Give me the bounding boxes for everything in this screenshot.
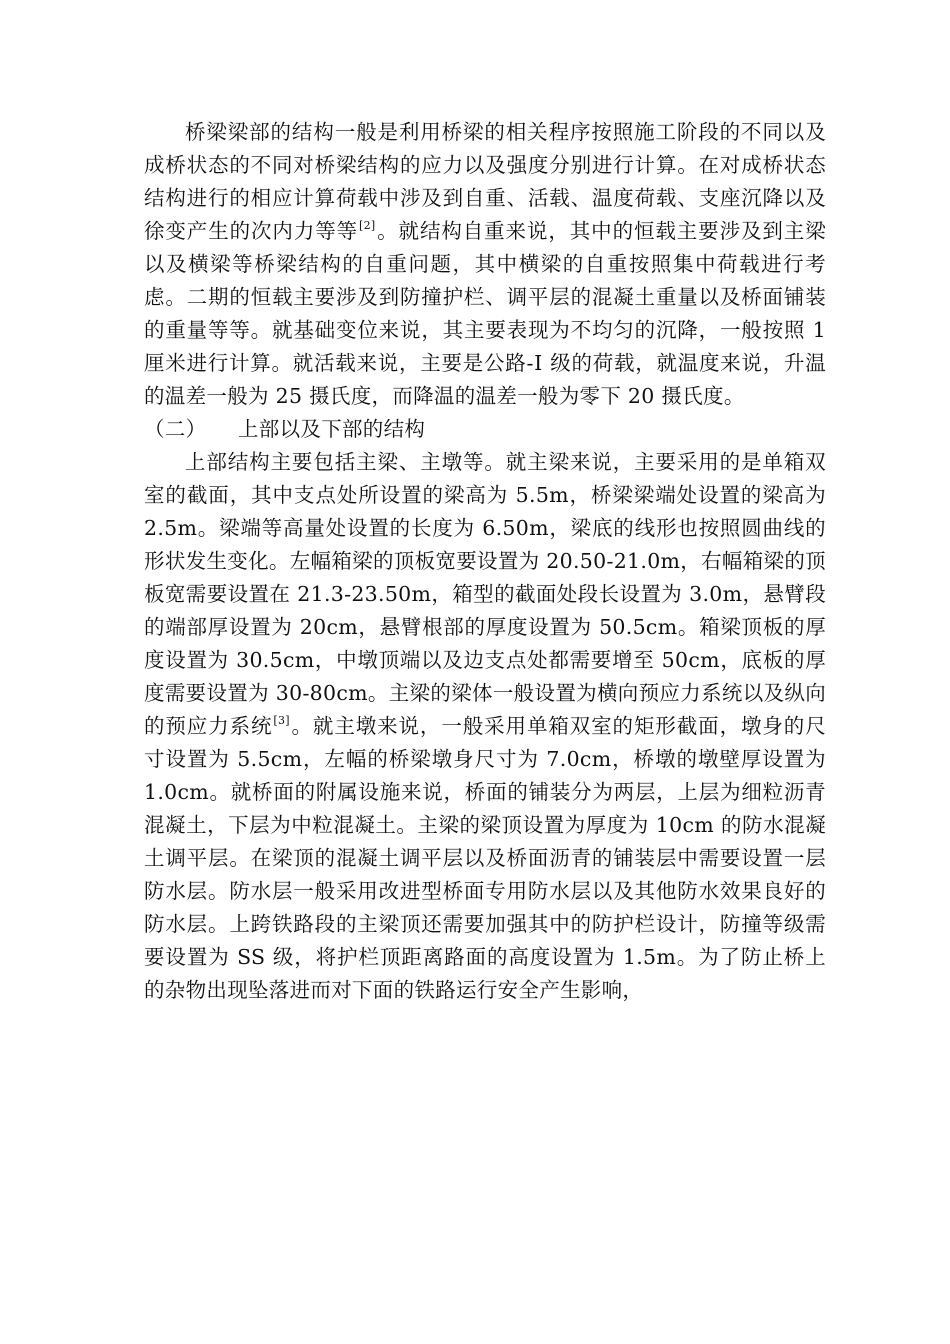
citation-marker: [2] xyxy=(359,219,376,232)
section-number: （二） xyxy=(144,417,207,441)
paragraph-text: 上部结构主要包括主梁、主墩等。就主梁来说，主要采用的是单箱双室的截面，其中支点处所设置的梁高为 5.5m，桥梁梁端处设置的梁高为 2.5m。梁端等高量处设置的长度为 6.50m，梁底的线形也按照圆曲线的形状发生变化。左幅箱梁的顶板宽要设置为 20.50-21.0m，右幅箱梁的顶板宽需要设置在 21.3-23.50m，箱型的截面处段长设置为 3.0m，悬臂段的端部厚设置为 20cm，悬臂根部的厚度设置为 50.5cm。箱梁顶板的厚度设置为 30.5cm，中墩顶端以及边支点处都需要增至 50cm，底板的厚度需要设置为 30-80cm。主梁的梁体一般设置为横向预应力系统以及纵向的预应力系统 xyxy=(144,450,826,738)
paragraph-text: 。就主墩来说，一般采用单箱双室的矩形截面，墩身的尺寸设置为 5.5cm，左幅的桥梁墩身尺寸为 7.0cm，桥墩的墩壁厚设置为 1.0cm。就桥面的附属设施来说，桥面的铺装分为两层，上层为细粒沥青混凝土，下层为中粒混凝土。主梁的梁顶设置为厚度为 10cm 的防水混凝土调平层。在梁顶的混凝土调平层以及桥面沥青的铺装层中需要设置一层防水层。防水层一般采用改进型桥面专用防水层以及其他防水效果良好的防水层。上跨铁路段的主梁顶还需要加强其中的防护栏设计，防撞等级需要设置为 SS 级，将护栏顶距离路面的高度设置为 1.5m。为了防止桥上的杂物出现坠落进而对下面的铁路运行安全产生影响， xyxy=(144,714,826,1002)
paragraph-text: 。就结构自重来说，其中的恒载主要涉及到主梁以及横梁等桥梁结构的自重问题，其中横梁的自重按照集中荷载进行考虑。二期的恒载主要涉及到防撞护栏、调平层的混凝土重量以及桥面铺装的重量等等。就基础变位来说，其主要表现为不均匀的沉降，一般按照 1 厘米进行计算。就活载来说，主要是公路-Ⅰ 级的荷载，就温度来说，升温的温差一般为 25 摄氏度，而降温的温差一般为零下 20 摄氏度。 xyxy=(144,219,826,408)
citation-marker: [3] xyxy=(273,714,290,727)
section-heading xyxy=(144,413,826,446)
section-title: 上部以及下部的结构 xyxy=(238,417,426,441)
body-paragraph xyxy=(144,446,826,1007)
paragraph-text: 桥梁梁部的结构一般是利用桥梁的相关程序按照施工阶段的不同以及成桥状态的不同对桥梁结构的应力以及强度分别进行计算。在对成桥状态结构进行的相应计算荷载中涉及到自重、活载、温度荷载、支座沉降以及徐变产生的次内力等等 xyxy=(144,120,826,243)
document-page xyxy=(144,116,826,1007)
body-paragraph xyxy=(144,116,826,413)
